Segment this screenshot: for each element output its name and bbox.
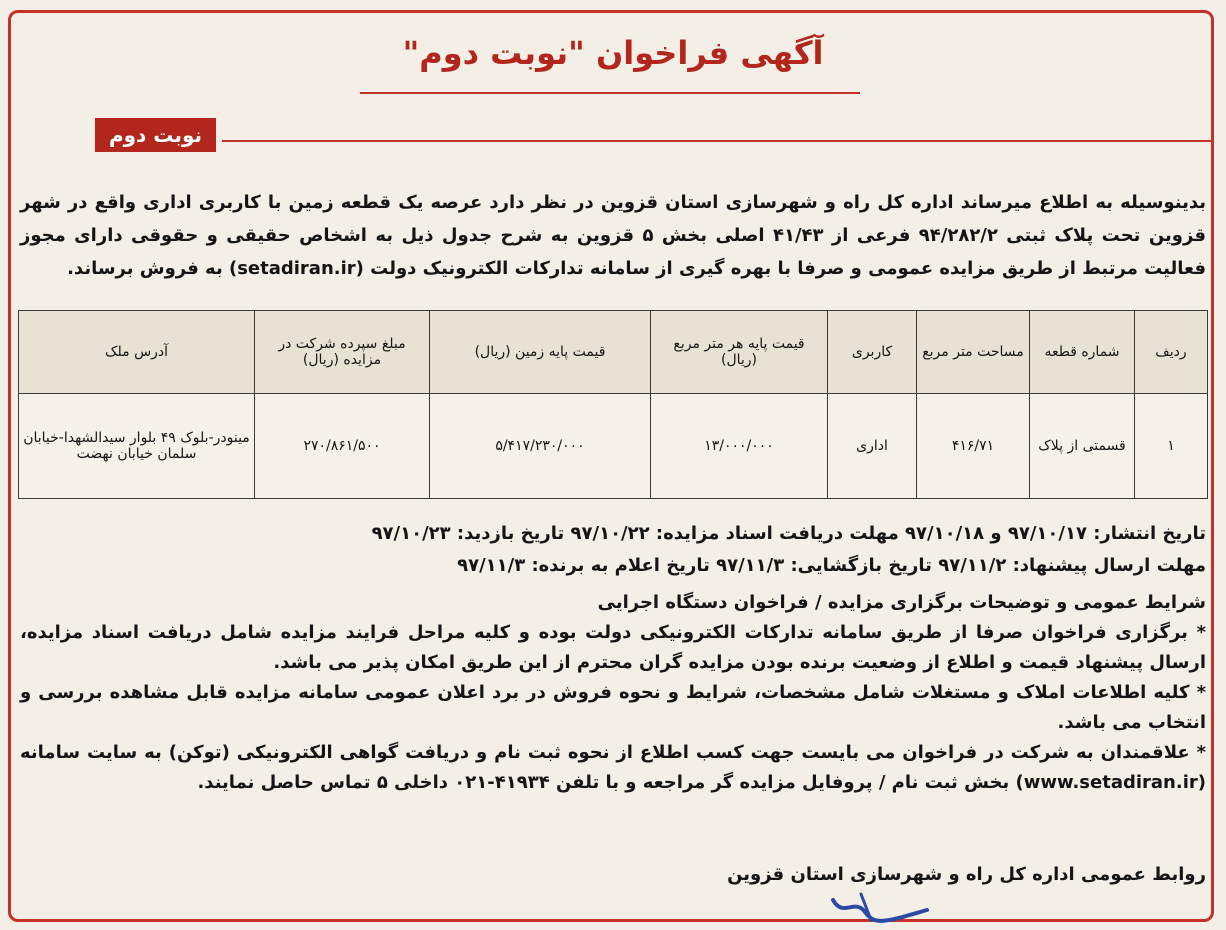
column-header: مساحت متر مربع xyxy=(917,311,1030,394)
conditions-title: شرایط عمومی و توضیحات برگزاری مزایده / فراخوان دستگاه اجرایی xyxy=(597,592,1206,613)
column-header: آدرس ملک xyxy=(19,311,255,394)
column-header: قیمت پایه زمین (ریال) xyxy=(430,311,651,394)
signature-mark xyxy=(825,890,935,926)
table-cell: ۱ xyxy=(1135,394,1208,499)
badge-divider xyxy=(222,140,1212,142)
column-header: مبلغ سپرده شرکت در مزایده (ریال) xyxy=(255,311,430,394)
table-header-row xyxy=(19,311,1208,394)
table-cell: قسمتی از پلاک xyxy=(1030,394,1135,499)
property-table xyxy=(18,310,1208,499)
condition-item: * کلیه اطلاعات املاک و مستغلات شامل مشخصات، شرایط و نحوه فروش در برد اعلان عمومی سامانه مزایده قابل مشاهده بررسی و انتخاب می باشد. xyxy=(20,682,1206,733)
table-row xyxy=(19,394,1208,499)
footer-signature-line: روابط عمومی اداره کل راه و شهرسازی استان قزوین xyxy=(727,864,1206,885)
column-header: قیمت پایه هر متر مربع (ریال) xyxy=(651,311,828,394)
dates-line: تاریخ انتشار: ۹۷/۱۰/۱۷ و ۹۷/۱۰/۱۸ مهلت دریافت اسناد مزایده: ۹۷/۱۰/۲۲ تاریخ بازدید: ۹۷/۱۰/۲۳ xyxy=(371,523,1206,544)
table-cell: ۴۱۶/۷۱ xyxy=(917,394,1030,499)
dates-line: مهلت ارسال پیشنهاد: ۹۷/۱۱/۲ تاریخ بازگشایی: ۹۷/۱۱/۳ تاریخ اعلام به برنده: ۹۷/۱۱/۳ xyxy=(457,555,1206,576)
conditions-section xyxy=(20,588,1206,798)
column-header: ردیف xyxy=(1135,311,1208,394)
table-cell: اداری xyxy=(828,394,917,499)
table-cell: ۱۳/۰۰۰/۰۰۰ xyxy=(651,394,828,499)
condition-item: * علاقمندان به شرکت در فراخوان می بایست جهت کسب اطلاع از نحوه ثبت نام و دریافت گواهی الکترونیکی (توکن) به سایت سامانه (www.setadiran.ir) بخش ثبت نام / پروفایل مزایده گر مراجعه و با تلفن ۴۱۹۳۴-۰۲۱ داخلی ۵ تماس حاصل نمایند. xyxy=(20,742,1206,793)
table-cell: ۵/۴۱۷/۲۳۰/۰۰۰ xyxy=(430,394,651,499)
column-header: کاربری xyxy=(828,311,917,394)
table-cell: ۲۷۰/۸۶۱/۵۰۰ xyxy=(255,394,430,499)
column-header: شماره قطعه xyxy=(1030,311,1135,394)
intro-paragraph: بدینوسیله به اطلاع میرساند اداره کل راه و شهرسازی استان قزوین در نظر دارد عرصه یک قطعه زمین با کاربری اداری واقع در شهر قزوین تحت پلاک ثبتی ۹۴/۲۸۲/۲ فرعی از ۴۱/۴۳ اصلی بخش ۵ قزوین به شرح جدول ذیل به اشخاص حقیقی و حقوقی دارای مجوز فعالیت مرتبط از طریق مزایده عمومی و صرفا با بهره گیری از سامانه تدارکات الکترونیک دولت (setadiran.ir) به فروش برساند. xyxy=(20,192,1206,279)
dates-block xyxy=(20,518,1206,582)
notice-title: آگهی فراخوان "نوبت دوم" xyxy=(402,34,824,72)
title-underline xyxy=(360,92,860,94)
round-badge: نوبت دوم xyxy=(95,118,216,152)
table-cell: مینودر-بلوک ۴۹ بلوار سیدالشهدا-خیابان سلمان خیابان نهضت xyxy=(19,394,255,499)
condition-item: * برگزاری فراخوان صرفا از طریق سامانه تدارکات الکترونیکی دولت بوده و کلیه مراحل فرایند مزایده شامل دریافت اسناد مزایده، ارسال پیشنهاد قیمت و اطلاع از وضعیت برنده بودن مزایده گران محترم از این طریق امکان پذیر می باشد. xyxy=(20,622,1206,673)
